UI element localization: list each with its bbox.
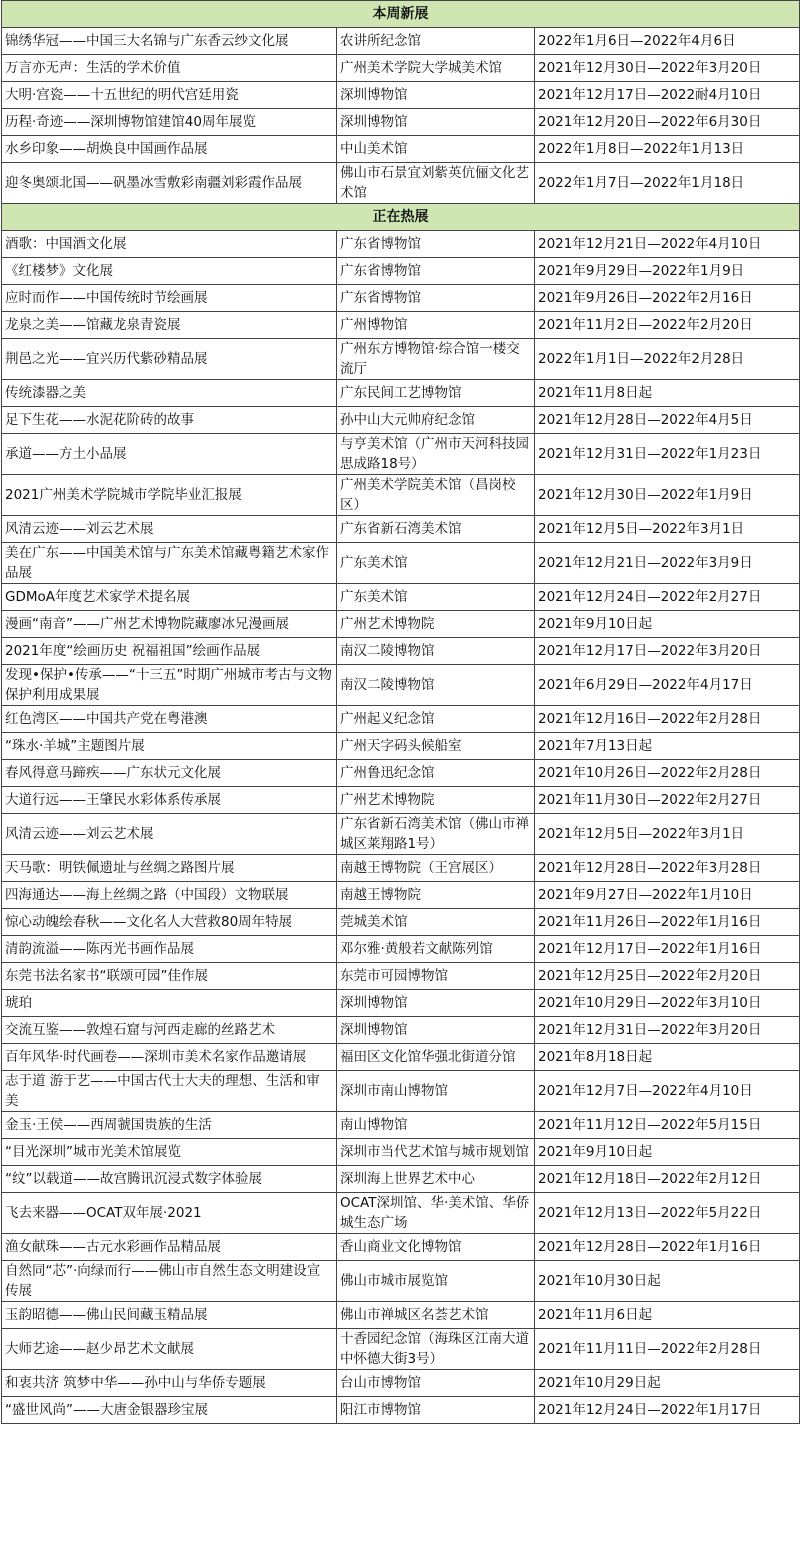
dates-cell: 2022年1月7日—2022年1月18日 bbox=[535, 163, 800, 204]
exhibition-name-cell: 风清云迹——刘云艺术展 bbox=[2, 814, 337, 855]
dates-cell: 2021年10月30日起 bbox=[535, 1261, 800, 1302]
exhibition-name-cell: 百年风华·时代画卷——深圳市美术名家作品邀请展 bbox=[2, 1044, 337, 1071]
venue-cell: 广东民间工艺博物馆 bbox=[337, 380, 535, 407]
venue-cell: 佛山市石景宜刘紫英伉俪文化艺术馆 bbox=[337, 163, 535, 204]
exhibition-name-cell: 《红楼梦》文化展 bbox=[2, 258, 337, 285]
exhibition-name-cell: 漫画“南音”——广州艺术博物院藏廖冰兄漫画展 bbox=[2, 611, 337, 638]
exhibition-name-cell: 大明·宫瓷——十五世纪的明代宫廷用瓷 bbox=[2, 82, 337, 109]
dates-cell: 2021年12月28日—2022年1月16日 bbox=[535, 1234, 800, 1261]
venue-cell: 阳江市博物馆 bbox=[337, 1397, 535, 1424]
venue-cell: 广州艺术博物院 bbox=[337, 611, 535, 638]
venue-cell: OCAT深圳馆、华·美术馆、华侨城生态广场 bbox=[337, 1193, 535, 1234]
dates-cell: 2021年12月17日—2022年3月20日 bbox=[535, 638, 800, 665]
exhibition-name-cell: “纹”以载道——故宫腾讯沉浸式数字体验展 bbox=[2, 1166, 337, 1193]
dates-cell: 2021年11月6日起 bbox=[535, 1302, 800, 1329]
venue-cell: 中山美术馆 bbox=[337, 136, 535, 163]
table-row bbox=[2, 475, 800, 516]
venue-cell: 南山博物馆 bbox=[337, 1112, 535, 1139]
table-row bbox=[2, 733, 800, 760]
dates-cell: 2021年11月2日—2022年2月20日 bbox=[535, 312, 800, 339]
table-row bbox=[2, 28, 800, 55]
venue-cell: 广东美术馆 bbox=[337, 543, 535, 584]
dates-cell: 2021年9月26日—2022年2月16日 bbox=[535, 285, 800, 312]
venue-cell: 广东省新石湾美术馆（佛山市禅城区莱翔路1号） bbox=[337, 814, 535, 855]
exhibition-name-cell: “目光深圳”城市光美术馆展览 bbox=[2, 1139, 337, 1166]
table-row bbox=[2, 1397, 800, 1424]
exhibition-name-cell: “盛世风尚”——大唐金银器珍宝展 bbox=[2, 1397, 337, 1424]
exhibition-name-cell: 红色湾区——中国共产党在粤港澳 bbox=[2, 706, 337, 733]
venue-cell: 十香园纪念馆（海珠区江南大道中怀德大街3号） bbox=[337, 1329, 535, 1370]
table-row bbox=[2, 1261, 800, 1302]
table-row bbox=[2, 1044, 800, 1071]
dates-cell: 2021年9月10日起 bbox=[535, 611, 800, 638]
exhibition-name-cell: 历程·奇迹——深圳博物馆建馆40周年展览 bbox=[2, 109, 337, 136]
section-header bbox=[2, 1, 800, 28]
exhibition-name-cell: 荆邑之光——宜兴历代紫砂精品展 bbox=[2, 339, 337, 380]
table-row bbox=[2, 909, 800, 936]
table-row bbox=[2, 855, 800, 882]
exhibition-name-cell: 酒歌：中国酒文化展 bbox=[2, 231, 337, 258]
table-row bbox=[2, 882, 800, 909]
table-row bbox=[2, 516, 800, 543]
exhibition-name-cell: 惊心动魄绘春秋——文化名人大营救80周年特展 bbox=[2, 909, 337, 936]
exhibition-name-cell: 东莞书法名家书“联颂可园”佳作展 bbox=[2, 963, 337, 990]
exhibition-name-cell: 大道行远——王肇民水彩体系传承展 bbox=[2, 787, 337, 814]
venue-cell: 南越王博物院（王宫展区） bbox=[337, 855, 535, 882]
dates-cell: 2021年12月13日—2022年5月22日 bbox=[535, 1193, 800, 1234]
table-row bbox=[2, 55, 800, 82]
dates-cell: 2021年10月29日起 bbox=[535, 1370, 800, 1397]
dates-cell: 2021年12月16日—2022年2月28日 bbox=[535, 706, 800, 733]
venue-cell: 东莞市可园博物馆 bbox=[337, 963, 535, 990]
table-row bbox=[2, 1112, 800, 1139]
exhibition-name-cell: “珠水·羊城”主题图片展 bbox=[2, 733, 337, 760]
dates-cell: 2021年12月7日—2022年4月10日 bbox=[535, 1071, 800, 1112]
exhibition-name-cell: 琥珀 bbox=[2, 990, 337, 1017]
dates-cell: 2021年9月10日起 bbox=[535, 1139, 800, 1166]
exhibition-name-cell: 足下生花——水泥花阶砖的故事 bbox=[2, 407, 337, 434]
exhibition-name-cell: 玉韵昭德——佛山民间藏玉精品展 bbox=[2, 1302, 337, 1329]
table-row bbox=[2, 1234, 800, 1261]
exhibition-name-cell: 2021广州美术学院城市学院毕业汇报展 bbox=[2, 475, 337, 516]
venue-cell: 邓尔雅·黄般若文献陈列馆 bbox=[337, 936, 535, 963]
table-row bbox=[2, 82, 800, 109]
dates-cell: 2021年12月21日—2022年3月9日 bbox=[535, 543, 800, 584]
dates-cell: 2021年6月29日—2022年4月17日 bbox=[535, 665, 800, 706]
section-title: 本周新展 bbox=[2, 1, 800, 28]
table-row bbox=[2, 814, 800, 855]
venue-cell: 深圳博物馆 bbox=[337, 1017, 535, 1044]
dates-cell: 2021年12月18日—2022年2月12日 bbox=[535, 1166, 800, 1193]
dates-cell: 2021年11月26日—2022年1月16日 bbox=[535, 909, 800, 936]
dates-cell: 2021年12月28日—2022年4月5日 bbox=[535, 407, 800, 434]
venue-cell: 台山市博物馆 bbox=[337, 1370, 535, 1397]
dates-cell: 2021年12月20日—2022年6月30日 bbox=[535, 109, 800, 136]
exhibition-name-cell: 水乡印象——胡焕良中国画作品展 bbox=[2, 136, 337, 163]
section-header bbox=[2, 204, 800, 231]
dates-cell: 2021年11月30日—2022年2月27日 bbox=[535, 787, 800, 814]
venue-cell: 广州美术学院大学城美术馆 bbox=[337, 55, 535, 82]
table-row bbox=[2, 1017, 800, 1044]
exhibition-name-cell: 渔女献珠——古元水彩画作品精品展 bbox=[2, 1234, 337, 1261]
section-title: 正在热展 bbox=[2, 204, 800, 231]
venue-cell: 广东省新石湾美术馆 bbox=[337, 516, 535, 543]
table-row bbox=[2, 407, 800, 434]
venue-cell: 南汉二陵博物馆 bbox=[337, 665, 535, 706]
dates-cell: 2021年12月31日—2022年1月23日 bbox=[535, 434, 800, 475]
exhibition-name-cell: 美在广东——中国美术馆与广东美术馆藏粤籍艺术家作品展 bbox=[2, 543, 337, 584]
venue-cell: 广东省博物馆 bbox=[337, 258, 535, 285]
venue-cell: 广州起义纪念馆 bbox=[337, 706, 535, 733]
exhibition-name-cell: 大师艺途——赵少昂艺术文献展 bbox=[2, 1329, 337, 1370]
dates-cell: 2021年12月21日—2022年4月10日 bbox=[535, 231, 800, 258]
dates-cell: 2021年12月30日—2022年1月9日 bbox=[535, 475, 800, 516]
dates-cell: 2021年12月25日—2022年2月20日 bbox=[535, 963, 800, 990]
venue-cell: 莞城美术馆 bbox=[337, 909, 535, 936]
venue-cell: 农讲所纪念馆 bbox=[337, 28, 535, 55]
exhibition-name-cell: 天马歌：明铁佩遗址与丝绸之路图片展 bbox=[2, 855, 337, 882]
exhibition-name-cell: 春风得意马蹄疾——广东状元文化展 bbox=[2, 760, 337, 787]
table-row bbox=[2, 760, 800, 787]
venue-cell: 佛山市城市展览馆 bbox=[337, 1261, 535, 1302]
venue-cell: 深圳市当代艺术馆与城市规划馆 bbox=[337, 1139, 535, 1166]
venue-cell: 香山商业文化博物馆 bbox=[337, 1234, 535, 1261]
table-row bbox=[2, 163, 800, 204]
exhibition-name-cell: 飞去来器——OCAT双年展·2021 bbox=[2, 1193, 337, 1234]
exhibition-name-cell: 应时而作——中国传统时节绘画展 bbox=[2, 285, 337, 312]
dates-cell: 2021年9月27日—2022年1月10日 bbox=[535, 882, 800, 909]
venue-cell: 福田区文化馆华强北街道分馆 bbox=[337, 1044, 535, 1071]
venue-cell: 广州美术学院美术馆（昌岗校区） bbox=[337, 475, 535, 516]
dates-cell: 2021年12月31日—2022年3月20日 bbox=[535, 1017, 800, 1044]
dates-cell: 2021年12月30日—2022年3月20日 bbox=[535, 55, 800, 82]
table-row bbox=[2, 1139, 800, 1166]
venue-cell: 孙中山大元帅府纪念馆 bbox=[337, 407, 535, 434]
venue-cell: 深圳博物馆 bbox=[337, 82, 535, 109]
table-row bbox=[2, 1329, 800, 1370]
venue-cell: 广州东方博物馆·综合馆一楼交流厅 bbox=[337, 339, 535, 380]
venue-cell: 广东美术馆 bbox=[337, 584, 535, 611]
table-row bbox=[2, 231, 800, 258]
exhibition-name-cell: 发现•保护•传承——“十三五”时期广州城市考古与文物保护利用成果展 bbox=[2, 665, 337, 706]
table-row bbox=[2, 1166, 800, 1193]
exhibition-name-cell: GDMoA年度艺术家学术提名展 bbox=[2, 584, 337, 611]
table-row bbox=[2, 638, 800, 665]
venue-cell: 佛山市禅城区名荟艺术馆 bbox=[337, 1302, 535, 1329]
venue-cell: 广东省博物馆 bbox=[337, 231, 535, 258]
venue-cell: 与亨美术馆（广州市天河科技园思成路18号） bbox=[337, 434, 535, 475]
dates-cell: 2021年12月5日—2022年3月1日 bbox=[535, 516, 800, 543]
dates-cell: 2021年12月5日—2022年3月1日 bbox=[535, 814, 800, 855]
table-row bbox=[2, 1302, 800, 1329]
exhibition-name-cell: 金玉·王侯——西周虢国贵族的生活 bbox=[2, 1112, 337, 1139]
venue-cell: 广州艺术博物院 bbox=[337, 787, 535, 814]
dates-cell: 2021年12月28日—2022年3月28日 bbox=[535, 855, 800, 882]
table-row bbox=[2, 963, 800, 990]
exhibition-name-cell: 四海通达——海上丝绸之路（中国段）文物联展 bbox=[2, 882, 337, 909]
table-row bbox=[2, 936, 800, 963]
venue-cell: 深圳海上世界艺术中心 bbox=[337, 1166, 535, 1193]
dates-cell: 2022年1月8日—2022年1月13日 bbox=[535, 136, 800, 163]
table-row bbox=[2, 339, 800, 380]
exhibition-name-cell: 志于道 游于艺——中国古代士大夫的理想、生活和审美 bbox=[2, 1071, 337, 1112]
table-row bbox=[2, 380, 800, 407]
exhibition-name-cell: 锦绣华冠——中国三大名锦与广东香云纱文化展 bbox=[2, 28, 337, 55]
table-row bbox=[2, 706, 800, 733]
table-row bbox=[2, 665, 800, 706]
exhibition-name-cell: 万言亦无声：生活的学术价值 bbox=[2, 55, 337, 82]
exhibition-table bbox=[1, 0, 800, 1424]
exhibition-name-cell: 和衷共济 筑梦中华——孙中山与华侨专题展 bbox=[2, 1370, 337, 1397]
exhibition-name-cell: 传统漆器之美 bbox=[2, 380, 337, 407]
dates-cell: 2021年12月24日—2022年2月27日 bbox=[535, 584, 800, 611]
table-row bbox=[2, 787, 800, 814]
table-row bbox=[2, 1370, 800, 1397]
dates-cell: 2021年8月18日起 bbox=[535, 1044, 800, 1071]
venue-cell: 深圳博物馆 bbox=[337, 109, 535, 136]
exhibition-name-cell: 自然同“芯”·向绿而行——佛山市自然生态文明建设宣传展 bbox=[2, 1261, 337, 1302]
dates-cell: 2021年10月29日—2022年3月10日 bbox=[535, 990, 800, 1017]
table-row bbox=[2, 611, 800, 638]
dates-cell: 2021年12月24日—2022年1月17日 bbox=[535, 1397, 800, 1424]
table-row bbox=[2, 285, 800, 312]
venue-cell: 广州博物馆 bbox=[337, 312, 535, 339]
dates-cell: 2021年12月17日—2022年1月16日 bbox=[535, 936, 800, 963]
exhibition-name-cell: 清韵流溢——陈丙光书画作品展 bbox=[2, 936, 337, 963]
table-row bbox=[2, 584, 800, 611]
table-row bbox=[2, 312, 800, 339]
table-row bbox=[2, 136, 800, 163]
dates-cell: 2021年12月17日—2022耐4月10日 bbox=[535, 82, 800, 109]
table-row bbox=[2, 990, 800, 1017]
exhibition-name-cell: 交流互鉴——敦煌石窟与河西走廊的丝路艺术 bbox=[2, 1017, 337, 1044]
exhibition-name-cell: 龙泉之美——馆藏龙泉青瓷展 bbox=[2, 312, 337, 339]
venue-cell: 深圳市南山博物馆 bbox=[337, 1071, 535, 1112]
table-row bbox=[2, 109, 800, 136]
venue-cell: 广东省博物馆 bbox=[337, 285, 535, 312]
exhibition-name-cell: 2021年度“绘画历史 祝福祖国”绘画作品展 bbox=[2, 638, 337, 665]
dates-cell: 2022年1月1日—2022年2月28日 bbox=[535, 339, 800, 380]
dates-cell: 2021年11月12日—2022年5月15日 bbox=[535, 1112, 800, 1139]
table-row bbox=[2, 258, 800, 285]
dates-cell: 2021年9月29日—2022年1月9日 bbox=[535, 258, 800, 285]
table-row bbox=[2, 1193, 800, 1234]
venue-cell: 南汉二陵博物馆 bbox=[337, 638, 535, 665]
venue-cell: 广州鲁迅纪念馆 bbox=[337, 760, 535, 787]
table-row bbox=[2, 1071, 800, 1112]
table-row bbox=[2, 434, 800, 475]
dates-cell: 2022年1月6日—2022年4月6日 bbox=[535, 28, 800, 55]
venue-cell: 深圳博物馆 bbox=[337, 990, 535, 1017]
dates-cell: 2021年11月11日—2022年2月28日 bbox=[535, 1329, 800, 1370]
dates-cell: 2021年11月8日起 bbox=[535, 380, 800, 407]
venue-cell: 南越王博物院 bbox=[337, 882, 535, 909]
exhibition-name-cell: 风清云迹——刘云艺术展 bbox=[2, 516, 337, 543]
exhibition-name-cell: 承道——方土小品展 bbox=[2, 434, 337, 475]
dates-cell: 2021年10月26日—2022年2月28日 bbox=[535, 760, 800, 787]
table-row bbox=[2, 543, 800, 584]
venue-cell: 广州天字码头候船室 bbox=[337, 733, 535, 760]
dates-cell: 2021年7月13日起 bbox=[535, 733, 800, 760]
exhibition-table-body bbox=[2, 1, 800, 1424]
exhibition-name-cell: 迎冬奥颂北国——矾墨冰雪敷彩南疆刘彩霞作品展 bbox=[2, 163, 337, 204]
